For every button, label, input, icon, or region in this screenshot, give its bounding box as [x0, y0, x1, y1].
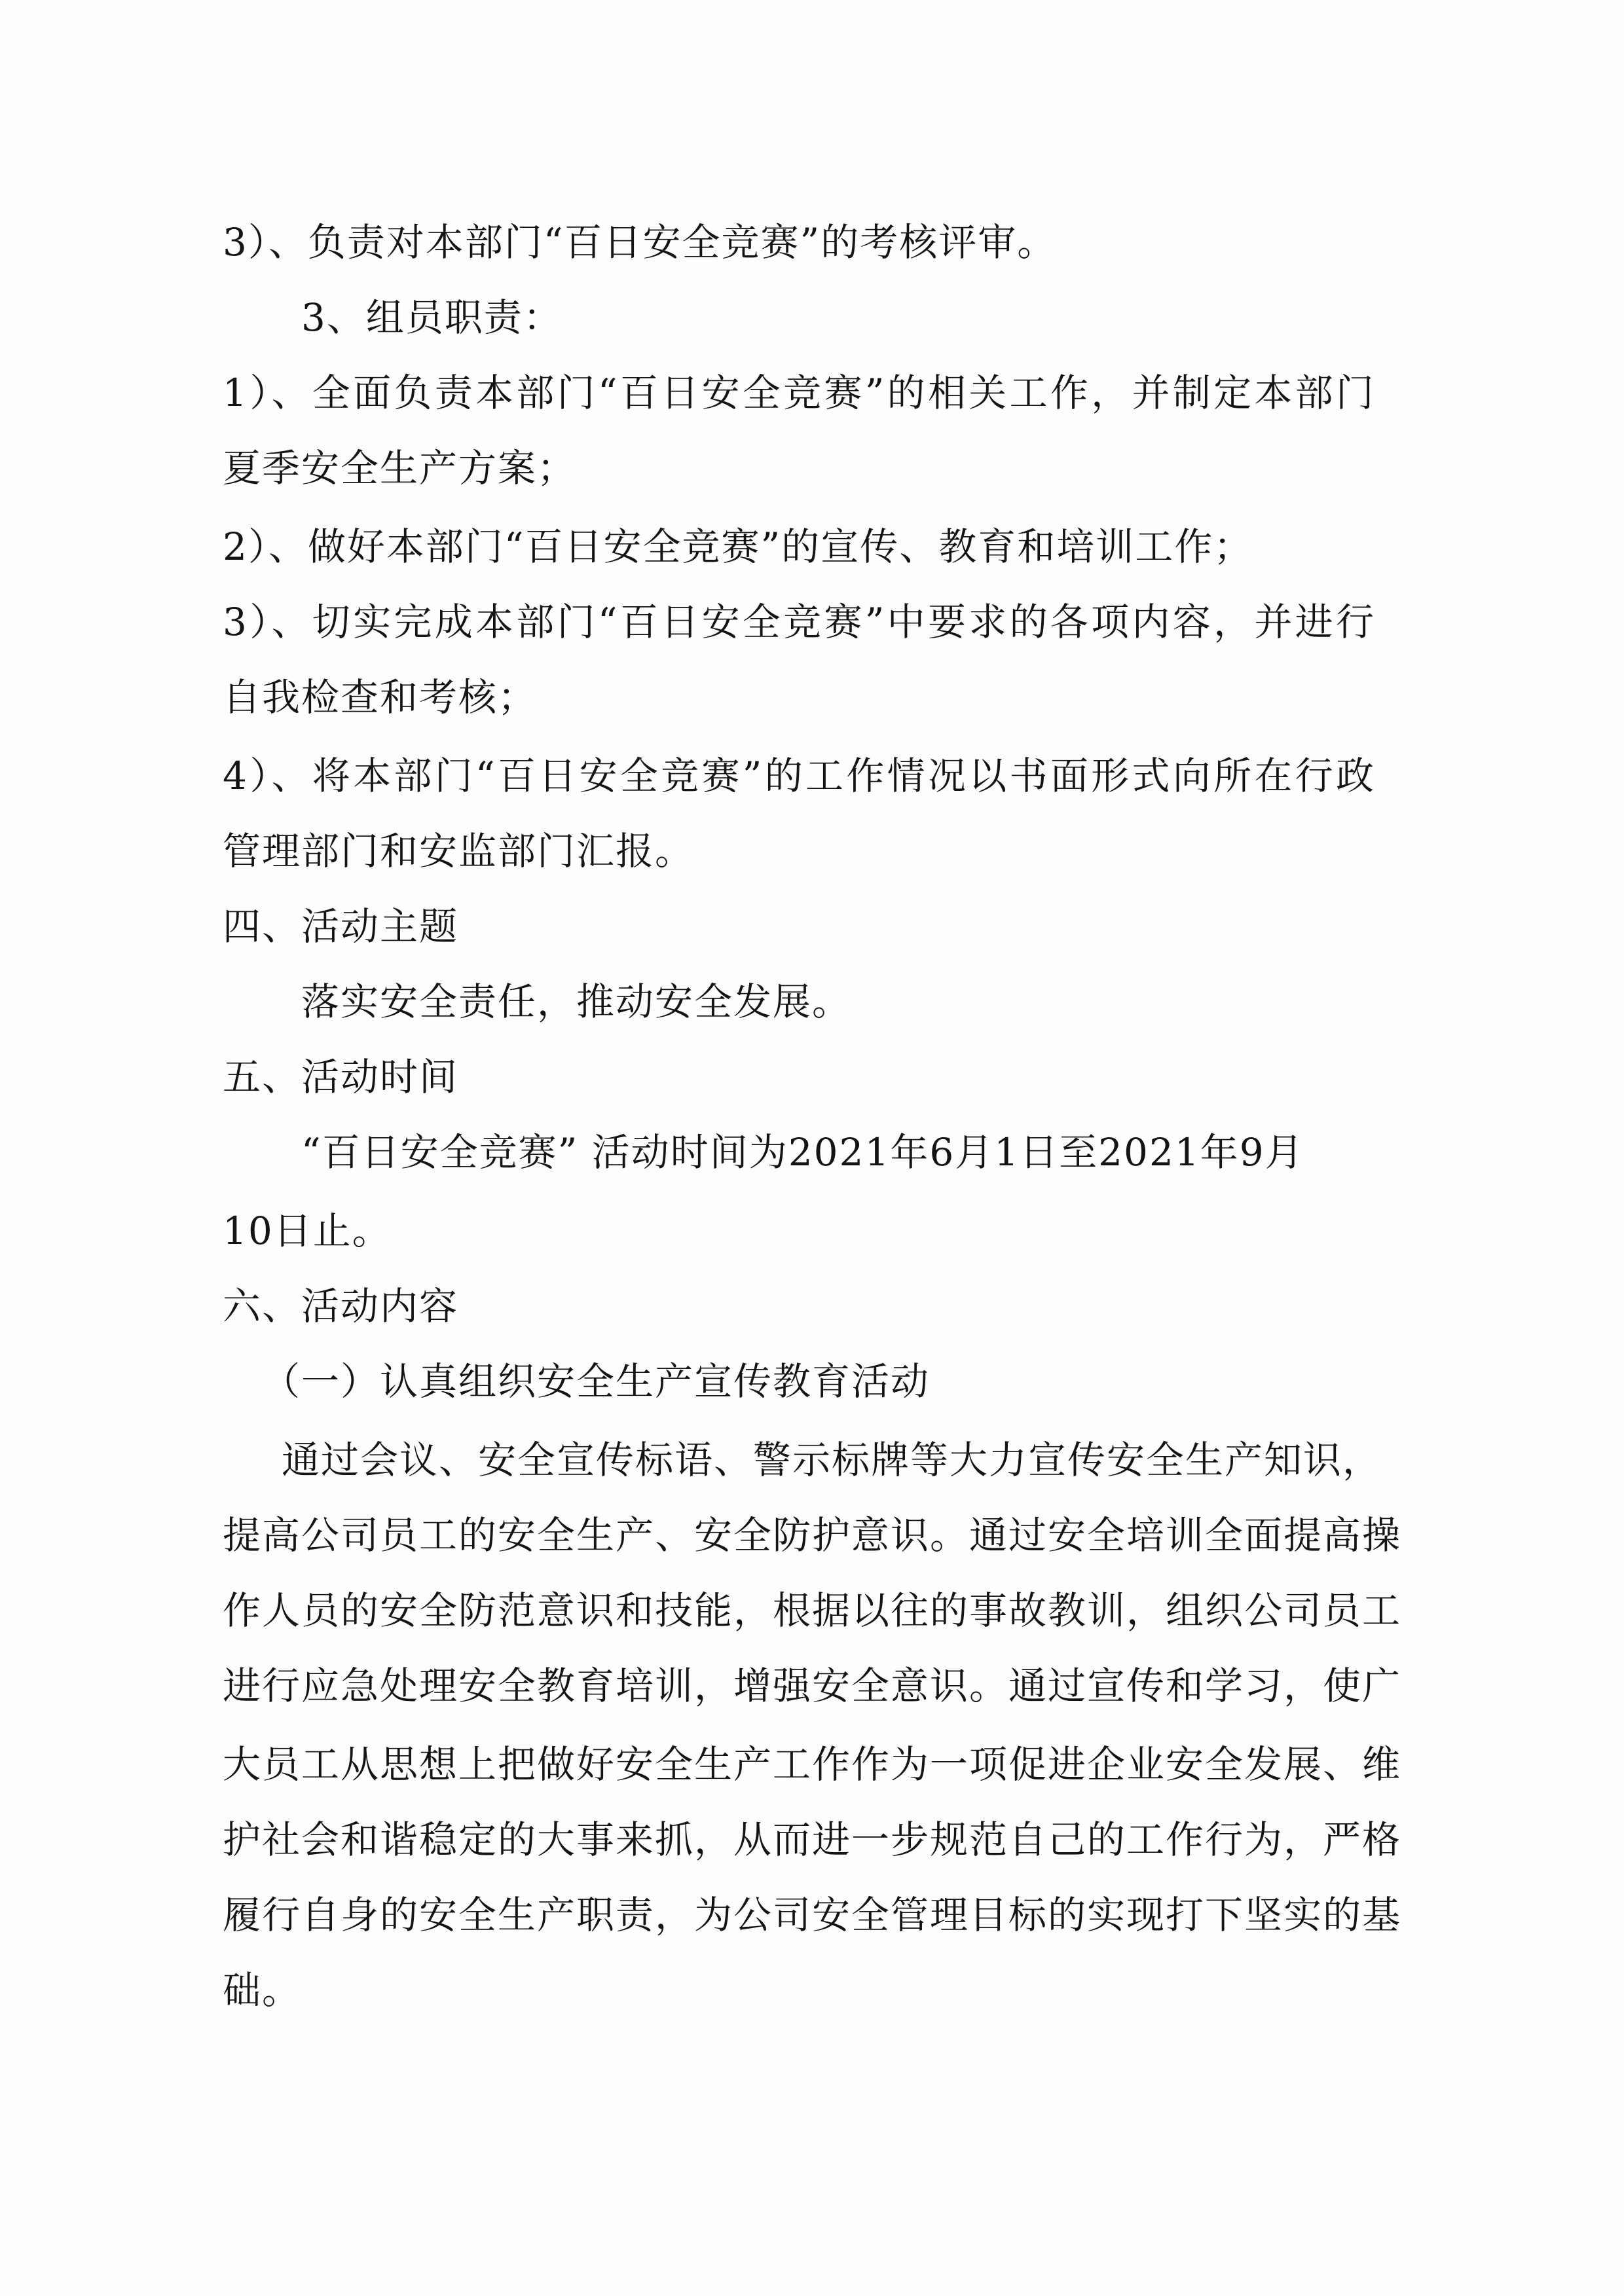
member-duty-3: 3）、切实完成本部门“百日安全竞赛”中要求的各项内容，并进行: [223, 600, 1375, 644]
activity-theme-text: 落实安全责任，推动安全发展。: [301, 979, 852, 1024]
body-paragraph-line-5: 大员工从思想上把做好安全生产工作作为一项促进企业安全发展、维: [223, 1742, 1402, 1787]
subsection-one-heading: （一）认真组织安全生产宣传教育活动: [262, 1359, 931, 1404]
body-paragraph-line-6: 护社会和谐稳定的大事来抓，从而进一步规范自己的工作行为，严格: [223, 1817, 1402, 1862]
member-duty-1-cont: 夏季安全生产方案；: [223, 446, 577, 490]
body-paragraph-line-4: 进行应急处理安全教育培训，增强安全意识。通过宣传和学习，使广: [223, 1664, 1402, 1708]
member-duty-4-cont: 管理部门和安监部门汇报。: [223, 829, 695, 873]
member-duty-4: 4）、将本部门“百日安全竞赛”的工作情况以书面形式向所在行政: [223, 754, 1375, 798]
member-duty-2: 2）、做好本部门“百日安全竞赛”的宣传、教育和培训工作；: [223, 524, 1253, 569]
body-paragraph-line-7: 履行自身的安全生产职责，为公司安全管理目标的实现打下坚实的基: [223, 1893, 1402, 1937]
body-paragraph-line-2: 提高公司员工的安全生产、安全防护意识。通过安全培训全面提高操: [223, 1513, 1402, 1558]
duty-item-3-review: 3）、负责对本部门“百日安全竞赛”的考核评审。: [223, 220, 1057, 264]
member-duty-1: 1）、全面负责本部门“百日安全竞赛”的相关工作，并制定本部门: [223, 371, 1375, 415]
body-paragraph-line-3: 作人员的安全防范意识和技能，根据以往的事故教训，组织公司员工: [223, 1588, 1402, 1633]
member-duty-3-cont: 自我检查和考核；: [223, 675, 538, 720]
section-six-heading: 六、活动内容: [223, 1284, 459, 1328]
section-four-heading: 四、活动主题: [223, 904, 459, 949]
member-duties-heading: 3、组员职责：: [301, 295, 563, 340]
body-paragraph-line-1: 通过会议、安全宣传标语、警示标牌等大力宣传安全生产知识，: [282, 1438, 1382, 1482]
body-paragraph-line-8: 础。: [223, 1968, 302, 2013]
activity-time-text: “百日安全竞赛” 活动时间为2021年6月1日至2021年9月: [301, 1130, 1304, 1175]
section-five-heading: 五、活动时间: [223, 1055, 459, 1099]
activity-time-text-cont: 10日止。: [223, 1209, 392, 1253]
